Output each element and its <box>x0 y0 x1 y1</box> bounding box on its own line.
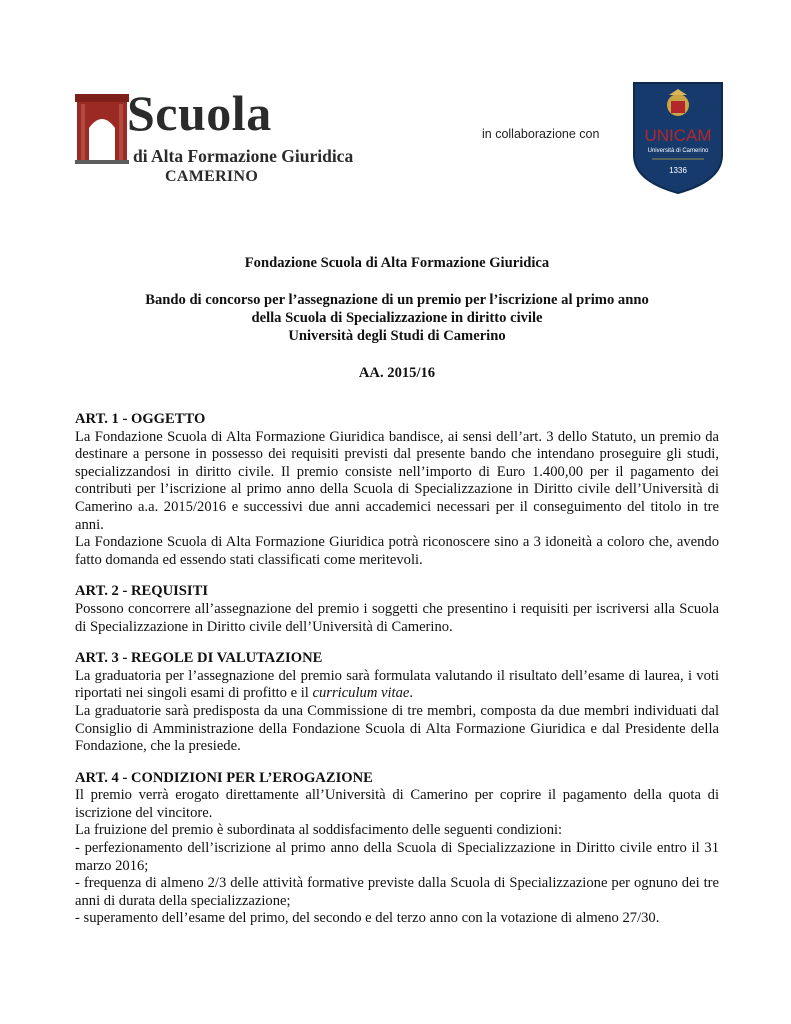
collaboration-label: in collaborazione con <box>482 127 600 141</box>
article-4 <box>75 770 719 928</box>
article-paragraph: La graduatorie sarà predisposta da una Commissione di tre membri, composta da due membri individuati dal Consiglio di Amministrazione della Fondazione Scuola di Alta Formazione Giuridica e dal Presidente della Fondazione, che la presiede. <box>75 702 719 755</box>
partner-subtitle: Università di Camerino <box>647 148 709 154</box>
article-2 <box>75 583 719 636</box>
arch-icon <box>75 92 129 164</box>
scuola-logo <box>75 85 354 192</box>
article-paragraph: La fruizione del premio è subordinata al soddisfacimento delle seguenti condizioni: <box>75 822 563 839</box>
emphasis-text: curriculum vitae <box>312 685 410 702</box>
article-title: ART. 1 - OGGETTO <box>75 411 206 427</box>
unicam-crest-logo <box>632 81 724 195</box>
foundation-title: Fondazione Scuola di Alta Formazione Giuridica <box>244 255 550 271</box>
logo-subtitle: di Alta Formazione Giuridica <box>133 146 354 166</box>
article-paragraph <box>75 668 719 703</box>
article-paragraph: La Fondazione Scuola di Alta Formazione Giuridica bandisce, ai sensi dell’art. 3 dello Statuto, un premio da destinare a persone in possesso dei requisiti previsti dal presente bando che intendano proseguire gli studi, specializzandosi in diritto civile. Il premio consiste nell’importo di Euro 1.400,00 per il pagamento dei contributi per l’iscrizione al primo anno della Scuola di Specializzazione in Diritto civile dell’Università di Camerino a.a. 2015/2016 e successivi due anni accademici necessari per il conseguimento del titolo in tre anni. <box>75 428 719 533</box>
bando-title-line-1: Bando di concorso per l’assegnazione di un premio per l’iscrizione al primo anno <box>145 292 649 308</box>
article-title: ART. 3 - REGOLE DI VALUTAZIONE <box>75 650 323 667</box>
logo-city: CAMERINO <box>165 168 259 185</box>
article-3 <box>75 650 719 756</box>
condition-item: - perfezionamento dell’iscrizione al primo anno della Scuola di Specializzazione in Diritto civile entro il 31 marzo 2016; <box>75 840 719 874</box>
partner-name: UNICAM <box>644 126 712 145</box>
article-paragraph: Possono concorrere all’assegnazione del premio i soggetti che presentino i requisiti per iscriversi alla Scuola di Specializzazione in Diritto civile dell’Università di Camerino. <box>75 600 719 635</box>
condition-item: - frequenza di almeno 2/3 delle attività formative previste dalla Scuola di Specializzazione per ognuno dei tre anni di durata della specializzazione; <box>75 875 719 909</box>
bando-title <box>75 291 719 345</box>
document-body <box>75 411 719 942</box>
document-header <box>0 0 791 200</box>
bando-title-line-2: della Scuola di Specializzazione in diritto civile <box>251 310 543 326</box>
article-title: ART. 4 - CONDIZIONI PER L’EROGAZIONE <box>75 769 373 786</box>
logo-title: Scuola <box>127 85 272 141</box>
article-title: ART. 2 - REQUISITI <box>75 583 209 600</box>
article-1 <box>75 411 719 569</box>
academic-year: AA. 2015/16 <box>358 365 436 381</box>
condition-item: - superamento dell’esame del primo, del secondo e del terzo anno con la votazione di almeno 27/30. <box>75 910 660 927</box>
bando-title-line-3: Università degli Studi di Camerino <box>288 328 506 344</box>
paragraph-text: La graduatoria per l’assegnazione del premio sarà formulata valutando il risultato dell’esame di laurea, i voti riportati nei singoli esami di profitto e il <box>75 667 719 702</box>
paragraph-text: . <box>409 685 414 702</box>
partner-year: 1336 <box>669 166 687 175</box>
article-paragraph: Il premio verrà erogato direttamente all’Università di Camerino per coprire il pagamento della quota di iscrizione del vincitore. <box>75 787 719 821</box>
article-paragraph: La Fondazione Scuola di Alta Formazione Giuridica potrà riconoscere sino a 3 idoneità a coloro che, avendo fatto domanda ed essendo stati classificati come meritevoli. <box>75 534 719 568</box>
